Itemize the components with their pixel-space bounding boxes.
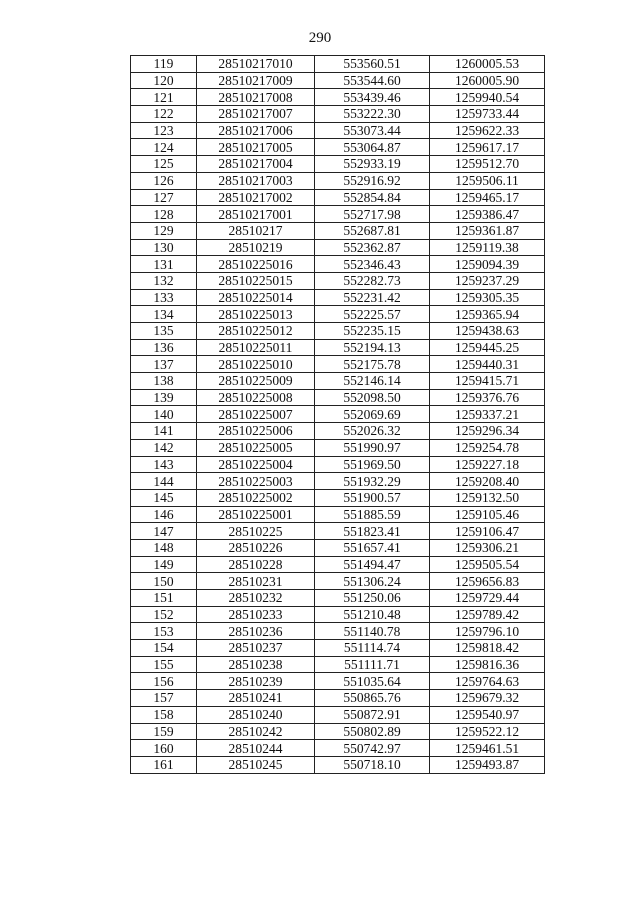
point-id-cell: 28510225013 [197,306,315,323]
y-coordinate-cell: 1259254.78 [430,439,545,456]
point-id-cell: 28510217002 [197,189,315,206]
x-coordinate-cell: 552717.98 [315,206,430,223]
y-coordinate-cell: 1259818.42 [430,640,545,657]
y-coordinate-cell: 1259415.71 [430,373,545,390]
point-id-cell: 28510225010 [197,356,315,373]
point-number-cell: 156 [131,673,197,690]
point-id-cell: 28510225009 [197,373,315,390]
point-number-cell: 125 [131,156,197,173]
y-coordinate-cell: 1260005.53 [430,56,545,73]
table-row [131,439,545,456]
y-coordinate-cell: 1259376.76 [430,389,545,406]
point-number-cell: 135 [131,323,197,340]
table-row [131,539,545,556]
point-id-cell: 28510232 [197,590,315,607]
point-id-cell: 28510225007 [197,406,315,423]
point-id-cell: 28510225005 [197,439,315,456]
y-coordinate-cell: 1259461.51 [430,740,545,757]
table-row [131,740,545,757]
x-coordinate-cell: 552225.57 [315,306,430,323]
table-row [131,323,545,340]
x-coordinate-cell: 552933.19 [315,156,430,173]
table-row [131,640,545,657]
y-coordinate-cell: 1260005.90 [430,72,545,89]
table-row [131,206,545,223]
y-coordinate-cell: 1259622.33 [430,122,545,139]
x-coordinate-cell: 552026.32 [315,423,430,440]
y-coordinate-cell: 1259733.44 [430,106,545,123]
x-coordinate-cell: 550865.76 [315,690,430,707]
x-coordinate-cell: 551306.24 [315,573,430,590]
point-id-cell: 28510225 [197,523,315,540]
point-number-cell: 146 [131,506,197,523]
y-coordinate-cell: 1259656.83 [430,573,545,590]
x-coordinate-cell: 551900.57 [315,489,430,506]
point-id-cell: 28510225016 [197,256,315,273]
x-coordinate-cell: 550872.91 [315,706,430,723]
point-number-cell: 143 [131,456,197,473]
x-coordinate-cell: 551111.71 [315,656,430,673]
y-coordinate-cell: 1259506.11 [430,172,545,189]
x-coordinate-cell: 553439.46 [315,89,430,106]
table-row [131,690,545,707]
x-coordinate-cell: 551932.29 [315,473,430,490]
y-coordinate-cell: 1259132.50 [430,489,545,506]
table-row [131,72,545,89]
point-number-cell: 131 [131,256,197,273]
point-id-cell: 28510217007 [197,106,315,123]
x-coordinate-cell: 553222.30 [315,106,430,123]
x-coordinate-cell: 551657.41 [315,539,430,556]
point-number-cell: 121 [131,89,197,106]
point-number-cell: 161 [131,756,197,773]
coordinates-table [130,55,545,774]
point-number-cell: 137 [131,356,197,373]
y-coordinate-cell: 1259796.10 [430,623,545,640]
y-coordinate-cell: 1259227.18 [430,456,545,473]
point-id-cell: 28510225003 [197,473,315,490]
point-id-cell: 28510225006 [197,423,315,440]
y-coordinate-cell: 1259337.21 [430,406,545,423]
y-coordinate-cell: 1259522.12 [430,723,545,740]
y-coordinate-cell: 1259729.44 [430,590,545,607]
y-coordinate-cell: 1259305.35 [430,289,545,306]
coordinates-table-body [131,56,545,774]
point-number-cell: 153 [131,623,197,640]
point-id-cell: 28510236 [197,623,315,640]
point-id-cell: 28510217004 [197,156,315,173]
x-coordinate-cell: 552231.42 [315,289,430,306]
y-coordinate-cell: 1259493.87 [430,756,545,773]
table-row [131,122,545,139]
x-coordinate-cell: 552194.13 [315,339,430,356]
point-number-cell: 142 [131,439,197,456]
x-coordinate-cell: 551494.47 [315,556,430,573]
table-row [131,106,545,123]
point-id-cell: 28510240 [197,706,315,723]
point-id-cell: 28510238 [197,656,315,673]
table-row [131,723,545,740]
point-number-cell: 120 [131,72,197,89]
x-coordinate-cell: 552346.43 [315,256,430,273]
point-id-cell: 28510228 [197,556,315,573]
point-number-cell: 124 [131,139,197,156]
point-id-cell: 28510242 [197,723,315,740]
x-coordinate-cell: 551885.59 [315,506,430,523]
page-number: 290 [308,30,332,46]
table-row [131,590,545,607]
point-number-cell: 155 [131,656,197,673]
table-row [131,523,545,540]
x-coordinate-cell: 552146.14 [315,373,430,390]
point-id-cell: 28510225002 [197,489,315,506]
point-id-cell: 28510245 [197,756,315,773]
point-id-cell: 28510225012 [197,323,315,340]
point-number-cell: 134 [131,306,197,323]
point-id-cell: 28510239 [197,673,315,690]
point-number-cell: 140 [131,406,197,423]
table-row [131,506,545,523]
y-coordinate-cell: 1259512.70 [430,156,545,173]
point-number-cell: 122 [131,106,197,123]
table-row [131,89,545,106]
point-number-cell: 129 [131,222,197,239]
x-coordinate-cell: 552854.84 [315,189,430,206]
point-id-cell: 28510217010 [197,56,315,73]
table-row [131,406,545,423]
point-id-cell: 28510217006 [197,122,315,139]
point-id-cell: 28510225015 [197,272,315,289]
table-row [131,56,545,73]
x-coordinate-cell: 552282.73 [315,272,430,289]
point-number-cell: 144 [131,473,197,490]
x-coordinate-cell: 550718.10 [315,756,430,773]
x-coordinate-cell: 553544.60 [315,72,430,89]
point-number-cell: 127 [131,189,197,206]
y-coordinate-cell: 1259940.54 [430,89,545,106]
table-row [131,239,545,256]
x-coordinate-cell: 552362.87 [315,239,430,256]
x-coordinate-cell: 551035.64 [315,673,430,690]
y-coordinate-cell: 1259617.17 [430,139,545,156]
point-number-cell: 147 [131,523,197,540]
point-number-cell: 145 [131,489,197,506]
point-id-cell: 28510217009 [197,72,315,89]
table-row [131,423,545,440]
point-number-cell: 148 [131,539,197,556]
point-id-cell: 28510217003 [197,172,315,189]
y-coordinate-cell: 1259208.40 [430,473,545,490]
point-number-cell: 157 [131,690,197,707]
y-coordinate-cell: 1259361.87 [430,222,545,239]
x-coordinate-cell: 552916.92 [315,172,430,189]
table-row [131,156,545,173]
point-number-cell: 160 [131,740,197,757]
table-row [131,623,545,640]
table-row [131,756,545,773]
y-coordinate-cell: 1259365.94 [430,306,545,323]
point-number-cell: 130 [131,239,197,256]
x-coordinate-cell: 553064.87 [315,139,430,156]
x-coordinate-cell: 551114.74 [315,640,430,657]
table-row [131,389,545,406]
y-coordinate-cell: 1259094.39 [430,256,545,273]
x-coordinate-cell: 553073.44 [315,122,430,139]
point-number-cell: 158 [131,706,197,723]
point-number-cell: 123 [131,122,197,139]
x-coordinate-cell: 552069.69 [315,406,430,423]
table-row [131,172,545,189]
y-coordinate-cell: 1259445.25 [430,339,545,356]
point-number-cell: 133 [131,289,197,306]
point-number-cell: 139 [131,389,197,406]
point-id-cell: 28510231 [197,573,315,590]
y-coordinate-cell: 1259438.63 [430,323,545,340]
y-coordinate-cell: 1259306.21 [430,539,545,556]
point-id-cell: 28510219 [197,239,315,256]
table-row [131,606,545,623]
point-number-cell: 141 [131,423,197,440]
x-coordinate-cell: 551140.78 [315,623,430,640]
point-id-cell: 28510225001 [197,506,315,523]
table-row [131,706,545,723]
table-row [131,673,545,690]
table-row [131,656,545,673]
table-row [131,189,545,206]
point-id-cell: 28510226 [197,539,315,556]
point-number-cell: 152 [131,606,197,623]
point-id-cell: 28510225008 [197,389,315,406]
x-coordinate-cell: 551969.50 [315,456,430,473]
table-row [131,456,545,473]
y-coordinate-cell: 1259540.97 [430,706,545,723]
point-id-cell: 28510233 [197,606,315,623]
y-coordinate-cell: 1259465.17 [430,189,545,206]
point-id-cell: 28510225014 [197,289,315,306]
table-row [131,556,545,573]
table-row [131,289,545,306]
y-coordinate-cell: 1259106.47 [430,523,545,540]
x-coordinate-cell: 551823.41 [315,523,430,540]
x-coordinate-cell: 553560.51 [315,56,430,73]
point-number-cell: 149 [131,556,197,573]
table-row [131,489,545,506]
table-row [131,573,545,590]
point-id-cell: 28510237 [197,640,315,657]
point-number-cell: 126 [131,172,197,189]
point-id-cell: 28510217005 [197,139,315,156]
table-row [131,373,545,390]
point-id-cell: 28510225004 [197,456,315,473]
table-row [131,256,545,273]
y-coordinate-cell: 1259440.31 [430,356,545,373]
point-number-cell: 150 [131,573,197,590]
point-number-cell: 119 [131,56,197,73]
point-number-cell: 159 [131,723,197,740]
x-coordinate-cell: 552175.78 [315,356,430,373]
point-id-cell: 28510225011 [197,339,315,356]
point-id-cell: 28510217 [197,222,315,239]
table-row [131,139,545,156]
x-coordinate-cell: 551250.06 [315,590,430,607]
table-row [131,306,545,323]
y-coordinate-cell: 1259105.46 [430,506,545,523]
point-number-cell: 138 [131,373,197,390]
point-number-cell: 132 [131,272,197,289]
point-id-cell: 28510241 [197,690,315,707]
x-coordinate-cell: 552687.81 [315,222,430,239]
table-row [131,339,545,356]
x-coordinate-cell: 550742.97 [315,740,430,757]
y-coordinate-cell: 1259679.32 [430,690,545,707]
y-coordinate-cell: 1259237.29 [430,272,545,289]
y-coordinate-cell: 1259816.36 [430,656,545,673]
table-row [131,272,545,289]
point-number-cell: 128 [131,206,197,223]
y-coordinate-cell: 1259119.38 [430,239,545,256]
y-coordinate-cell: 1259505.54 [430,556,545,573]
point-number-cell: 151 [131,590,197,607]
table-row [131,222,545,239]
point-number-cell: 154 [131,640,197,657]
y-coordinate-cell: 1259296.34 [430,423,545,440]
y-coordinate-cell: 1259764.63 [430,673,545,690]
y-coordinate-cell: 1259386.47 [430,206,545,223]
x-coordinate-cell: 552235.15 [315,323,430,340]
x-coordinate-cell: 551210.48 [315,606,430,623]
point-id-cell: 28510217008 [197,89,315,106]
y-coordinate-cell: 1259789.42 [430,606,545,623]
point-number-cell: 136 [131,339,197,356]
x-coordinate-cell: 551990.97 [315,439,430,456]
table-row [131,473,545,490]
x-coordinate-cell: 550802.89 [315,723,430,740]
point-id-cell: 28510217001 [197,206,315,223]
x-coordinate-cell: 552098.50 [315,389,430,406]
table-row [131,356,545,373]
point-id-cell: 28510244 [197,740,315,757]
